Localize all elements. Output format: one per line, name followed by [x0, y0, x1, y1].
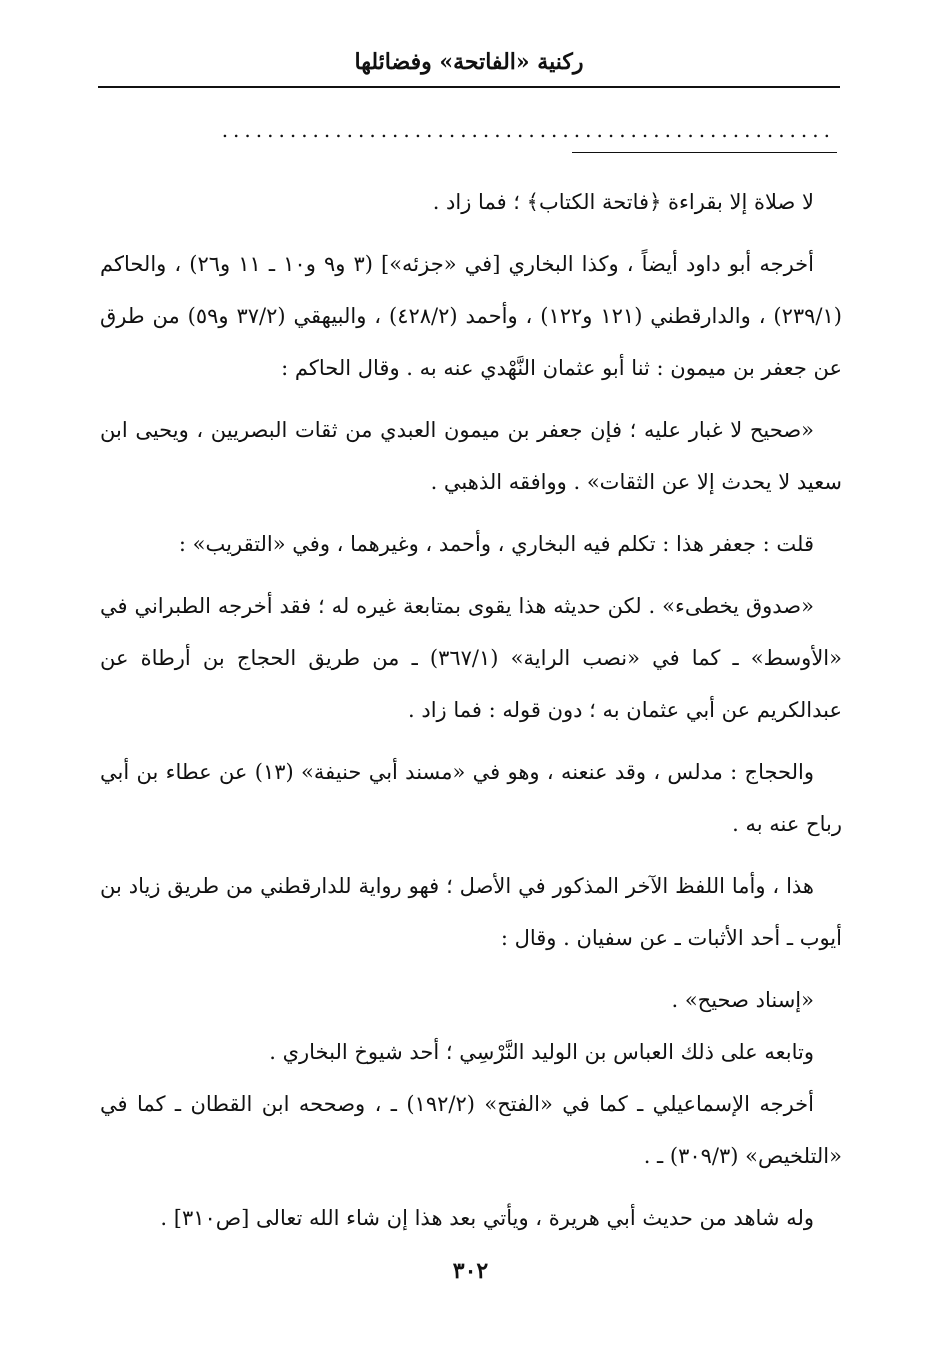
running-title: ركنية «الفاتحة» وفضائلها — [354, 49, 584, 75]
paragraph: «صدوق يخطىء» . لكن حديثه هذا يقوى بمتابعة غيره له ؛ فقد أخرجه الطبراني في «الأوسط» ـ كما في «نصب الراية» (٣٦٧/١) ـ من طريق الحجاج بن أرطاة عن عبدالكريم عن أبي عثمان به ؛ دون قوله : فما زاد . — [100, 594, 842, 722]
paragraph: هذا ، وأما اللفظ الآخر المذكور في الأصل ؛ فهو رواية للدارقطني من طريق زياد بن أيوب ـ أحد الأثبات ـ عن سفيان . وقال : — [100, 874, 842, 950]
header-rule — [98, 86, 840, 88]
page-number: ٣٠٢ — [452, 1258, 489, 1284]
dotted-leader: ...................................................... — [221, 118, 835, 138]
paragraph: وله شاهد من حديث أبي هريرة ، ويأتي بعد هذا إن شاء الله تعالى [ص٣١٠] . — [160, 1206, 814, 1230]
footnote-rule — [572, 152, 837, 153]
paragraph: لا صلاة إلا بقراءة ﴿فاتحة الكتاب﴾ ؛ فما زاد . — [432, 190, 814, 214]
paragraph: وتابعه على ذلك العباس بن الوليد النَّرْسِي ؛ أحد شيوخ البخاري . — [269, 1040, 814, 1064]
paragraph: «إسناد صحيح» . — [671, 988, 814, 1012]
paragraph: «صحيح لا غبار عليه ؛ فإن جعفر بن ميمون العبدي من ثقات البصريين ، ويحيى ابن سعيد لا يحدث إلا عن الثقات» . ووافقه الذهبي . — [100, 418, 842, 494]
paragraph: قلت : جعفر هذا : تكلم فيه البخاري ، وأحمد ، وغيرهما ، وفي «التقريب» : — [178, 532, 814, 556]
paragraph: أخرجه أبو داود أيضاً ، وكذا البخاري [في «جزئه»] (٣ و٩ و١٠ ـ ١١ و٢٦) ، والحاكم (٢٣٩/١) ، والدارقطني (١٢١ و١٢٢) ، وأحمد (٤٢٨/٢) ، والبيهقي (٣٧/٢ و٥٩) من طرق عن جعفر بن ميمون : ثنا أبو عثمان النَّهْدي عنه به . وقال الحاكم : — [100, 252, 842, 380]
footnote-body — [100, 176, 842, 1254]
paragraph: والحجاج : مدلس ، وقد عنعنه ، وهو في «مسند أبي حنيفة» (١٣) عن عطاء بن أبي رباح عنه به . — [100, 760, 842, 836]
paragraph: أخرجه الإسماعيلي ـ كما في «الفتح» (١٩٢/٢) ـ ، وصححه ابن القطان ـ كما في «التلخيص» (٣٠٩/٣) ـ . — [100, 1092, 842, 1168]
